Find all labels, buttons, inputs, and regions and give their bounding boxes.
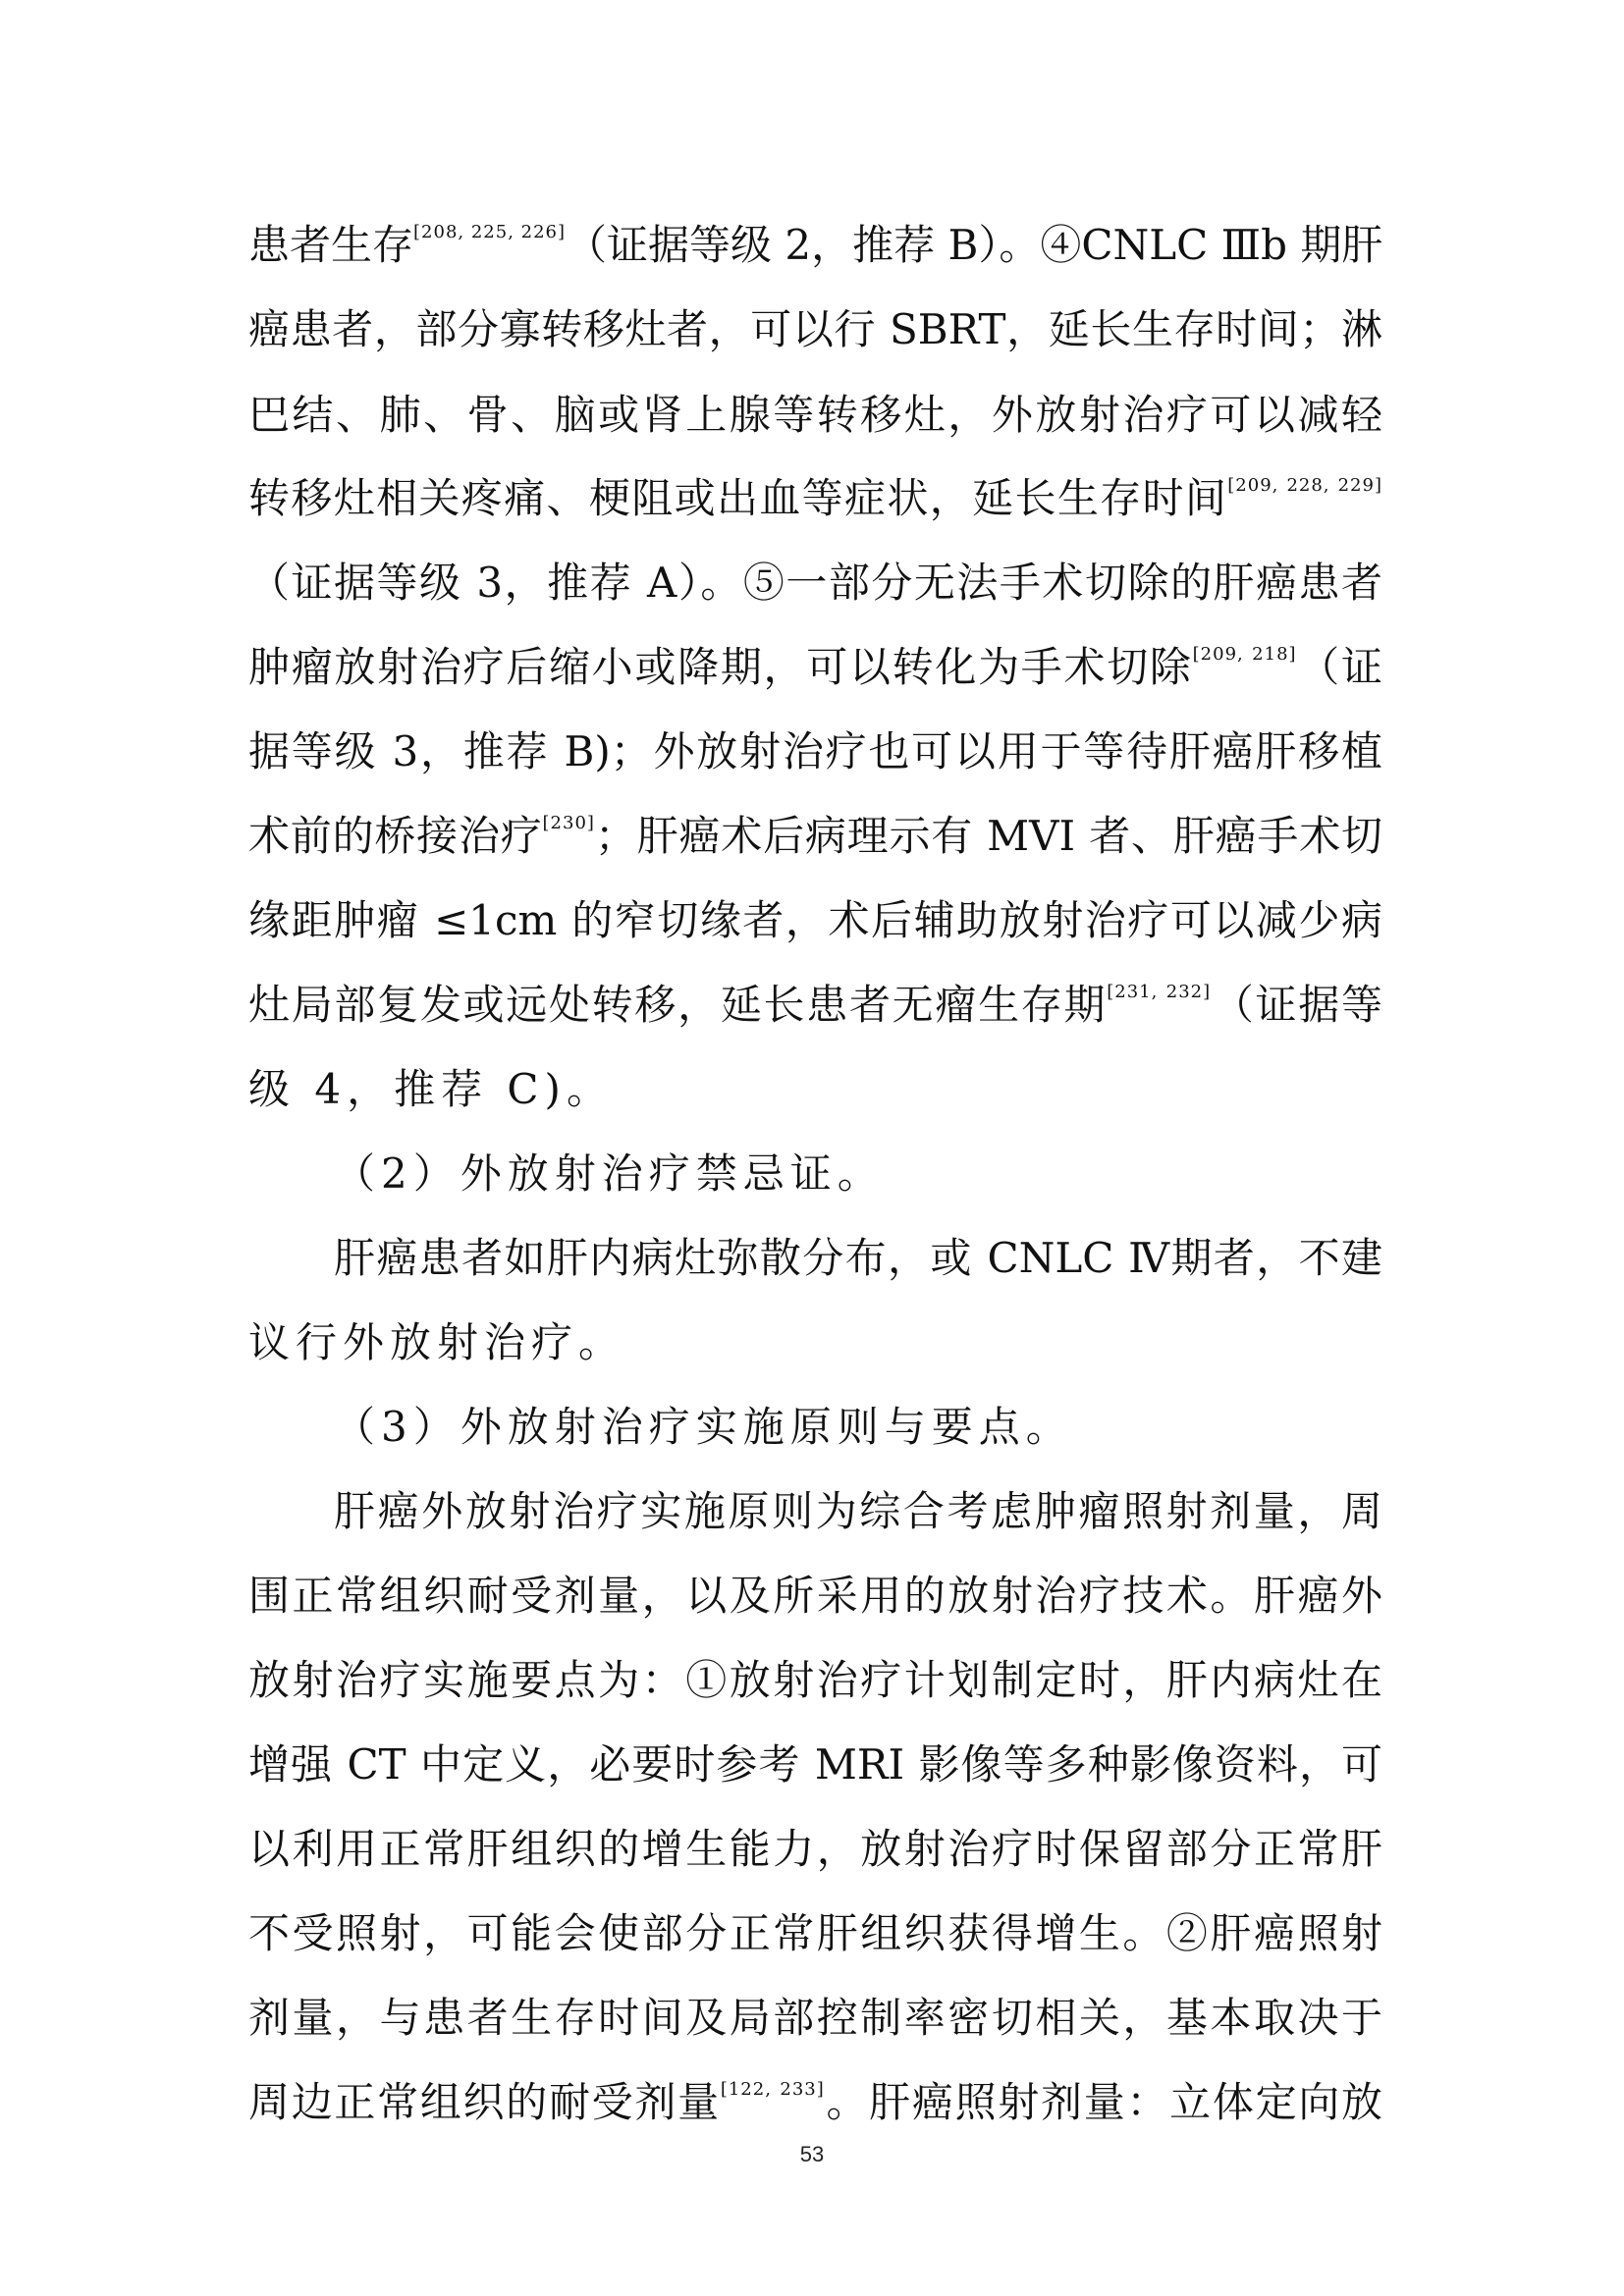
line-text: 增强 CT 中定义，必要时参考 MRI 影像等多种影像资料，可	[248, 1740, 1382, 1789]
text-line	[248, 1649, 1382, 1712]
text-line	[248, 2071, 1382, 2134]
line-text: 周边正常组织的耐受剂量	[248, 2078, 721, 2126]
text-line	[248, 1734, 1382, 1796]
line-text: 灶局部复发或远处转移，延长患者无瘤生存期	[248, 981, 1108, 1029]
citation: [122, 233]	[720, 2079, 825, 2100]
section-heading	[334, 1396, 1382, 1459]
line-text: 以利用正常肝组织的增生能力，放射治疗时保留部分正常肝	[248, 1825, 1382, 1873]
heading-text: （2）外放射治疗禁忌证。	[334, 1149, 885, 1198]
heading-text: （3）外放射治疗实施原则与要点。	[334, 1403, 1073, 1451]
text-line	[248, 1565, 1382, 1628]
line-text: 术前的桥接治疗	[248, 812, 543, 860]
text-line	[248, 1311, 1382, 1374]
text-line	[248, 805, 1382, 868]
text-line	[248, 889, 1382, 952]
line-text: （证据等级 2，推荐 B）。④CNLC Ⅲb 期肝	[566, 221, 1383, 269]
citation: [209, 218]	[1192, 644, 1297, 665]
line-text: 级 4，推荐 C)。	[248, 1065, 614, 1113]
text-line	[248, 298, 1382, 361]
text-line	[248, 1818, 1382, 1881]
line-text: （证	[1296, 643, 1382, 691]
text-line	[248, 467, 1382, 530]
citation: [208, 225, 226]	[413, 222, 567, 242]
line-text: 剂量，与患者生存时间及局部控制率密切相关，基本取决于	[248, 1994, 1382, 2042]
citation: [230]	[542, 813, 595, 833]
section-heading	[334, 1143, 1382, 1205]
line-text: 患者生存	[248, 221, 414, 269]
line-text: 转移灶相关疼痛、梗阻或出血等症状，延长生存时间	[248, 474, 1228, 522]
text-line	[248, 384, 1382, 447]
line-text: 肿瘤放射治疗后缩小或降期，可以转化为手术切除	[248, 643, 1193, 691]
line-text: 肝癌外放射治疗实施原则为综合考虑肿瘤照射剂量，周	[334, 1487, 1382, 1535]
text-line	[248, 552, 1382, 614]
text-line	[248, 721, 1382, 783]
text-line	[248, 1987, 1382, 2050]
line-text: （证据等	[1211, 981, 1382, 1029]
line-text: 放射治疗实施要点为：①放射治疗计划制定时，肝内病灶在	[248, 1656, 1382, 1704]
line-text: 。肝癌照射剂量：立体定向放	[824, 2078, 1382, 2126]
line-text: ；肝癌术后病理示有 MVI 者、肝癌手术切	[594, 812, 1382, 860]
text-line	[248, 214, 1382, 277]
citation: [209, 228, 229]	[1227, 475, 1382, 496]
text-line	[248, 636, 1382, 699]
text-line	[248, 1902, 1382, 1965]
line-text: 议行外放射治疗。	[248, 1318, 626, 1366]
line-text: 据等级 3，推荐 B)；外放射治疗也可以用于等待肝癌肝移植	[248, 727, 1382, 775]
page-number: 53	[799, 2142, 825, 2166]
text-line	[248, 974, 1382, 1037]
text-line	[334, 1227, 1382, 1290]
line-text: （证据等级 3，推荐 A）。⑤一部分无法手术切除的肝癌患者	[248, 559, 1382, 607]
line-text: 巴结、肺、骨、脑或肾上腺等转移灶，外放射治疗可以减轻	[248, 391, 1382, 439]
line-text: 不受照射，可能会使部分正常肝组织获得增生。②肝癌照射	[248, 1909, 1382, 1957]
citation: [231, 232]	[1107, 982, 1212, 1002]
line-text: 癌患者，部分寡转移灶者，可以行 SBRT，延长生存时间；淋	[248, 305, 1382, 353]
text-line	[248, 1058, 1382, 1121]
line-text: 肝癌患者如肝内病灶弥散分布，或 CNLC Ⅳ期者，不建	[334, 1234, 1382, 1282]
line-text: 围正常组织耐受剂量，以及所采用的放射治疗技术。肝癌外	[248, 1572, 1382, 1620]
line-text: 缘距肿瘤 ≤1cm 的窄切缘者，术后辅助放射治疗可以减少病	[248, 896, 1382, 944]
text-line	[334, 1480, 1382, 1543]
